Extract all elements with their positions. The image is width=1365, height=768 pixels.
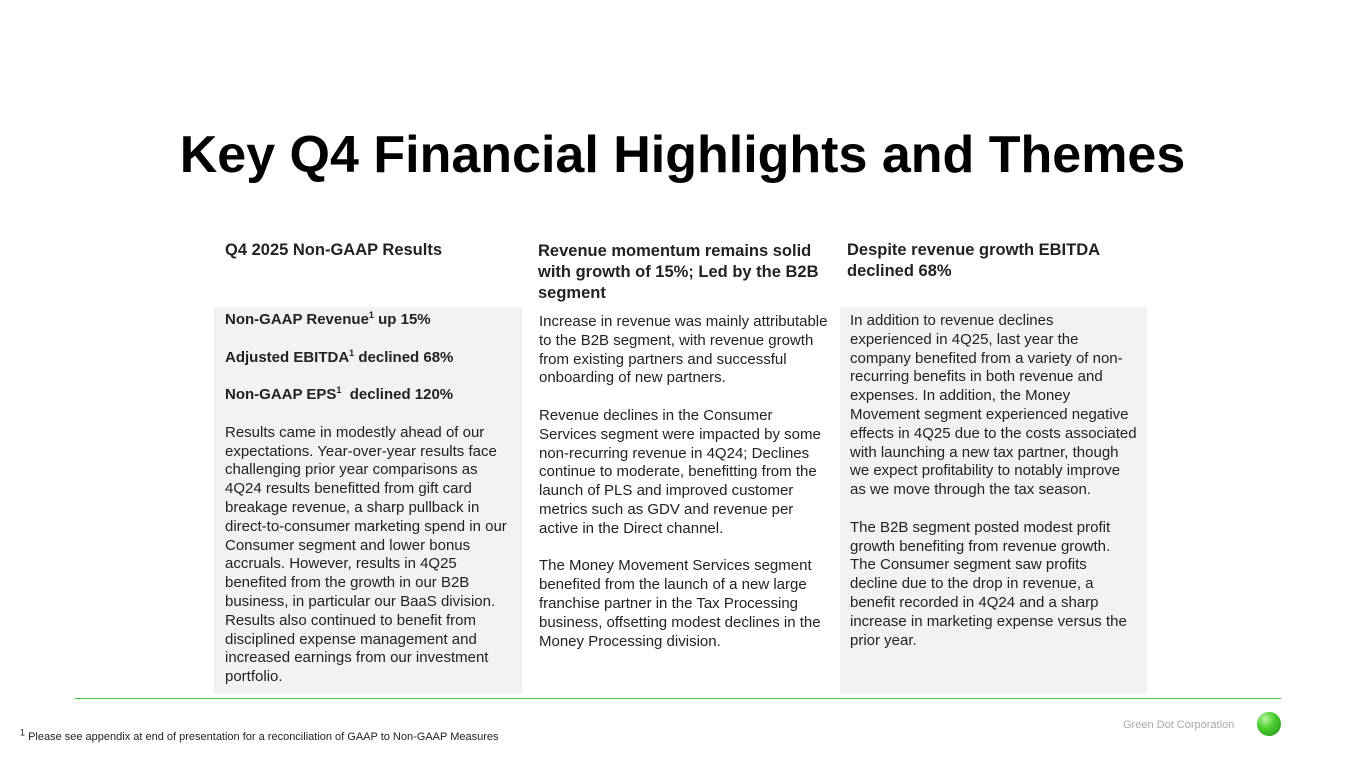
column-2-heading: Revenue momentum remains solid with growth of 15%; Led by the B2B segment [538, 242, 819, 302]
company-name: Green Dot Corporation [1123, 719, 1235, 731]
revenue-paragraph-3: The Money Movement Services segment benefited from the launch of a new large franchise partner in the Tax Processing business, offsetting modest declines in the Money Processing division. [539, 557, 821, 650]
footer-divider [75, 698, 1281, 699]
revenue-paragraph-1: Increase in revenue was mainly attributable to the B2B segment, with revenue growth from existing partners and successful onboarding of new partners. [539, 313, 828, 387]
revenue-metric: Non-GAAP Revenue$^1$ up 15% [225, 310, 431, 328]
results-summary: Results came in modestly ahead of our expectations. Year-over-year results face challenging prior year comparisons as 4Q24 results benefitted from gift card breakage revenue, a sharp pullback in direct-to-consumer marketing spend in our Consumer segment and lower bonus accruals. However, results in 4Q25 benefited from the growth in our B2B business, in particular our BaaS division. Results also continued to benefit from disciplined expense management and increased earnings from our investment portfolio. [225, 423, 507, 686]
column-1-heading: Q4 2025 Non-GAAP Results [225, 241, 443, 259]
column-3-heading: Despite revenue growth EBITDA declined 68% [847, 241, 1100, 280]
non-gaap-results-panel [214, 307, 522, 694]
revenue-paragraph-2: Revenue declines in the Consumer Services segment were impacted by some non-recurring revenue in 4Q24; Declines continue to moderate, benefitting from the launch of PLS and improved customer metrics such as GDV and revenue per active in the Direct channel. [539, 406, 821, 537]
revenue-momentum-panel [529, 307, 832, 694]
footnote: $^1$ Please see appendix at end of presentation for a reconciliation of GAAP to Non-GAAP Measures [20, 727, 499, 743]
ebitda-panel [840, 307, 1147, 694]
ebitda-paragraph-1: In addition to revenue declines experienced in 4Q25, last year the company benefited from a variety of non-recurring benefits in both revenue and expenses. In addition, the Money Movement segment experienced negative effects in 4Q25 due to the costs associated with launching a new tax partner, though we expect profitability to notably improve as we move through the tax season. [850, 312, 1137, 499]
page-title: Key Q4 Financial Highlights and Themes [179, 126, 1186, 184]
ebitda-paragraph-2: The B2B segment posted modest profit growth benefiting from revenue growth. The Consumer segment saw profits decline due to the drop in revenue, a benefit recorded in 4Q24 and a sharp increase in marketing expense versus the prior year. [850, 518, 1127, 649]
green-dot-logo-icon [1257, 712, 1281, 736]
ebitda-metric: Adjusted EBITDA$^1$ declined 68% [225, 347, 454, 366]
eps-metric: Non-GAAP EPS$^1$ declined 120% [225, 385, 454, 404]
